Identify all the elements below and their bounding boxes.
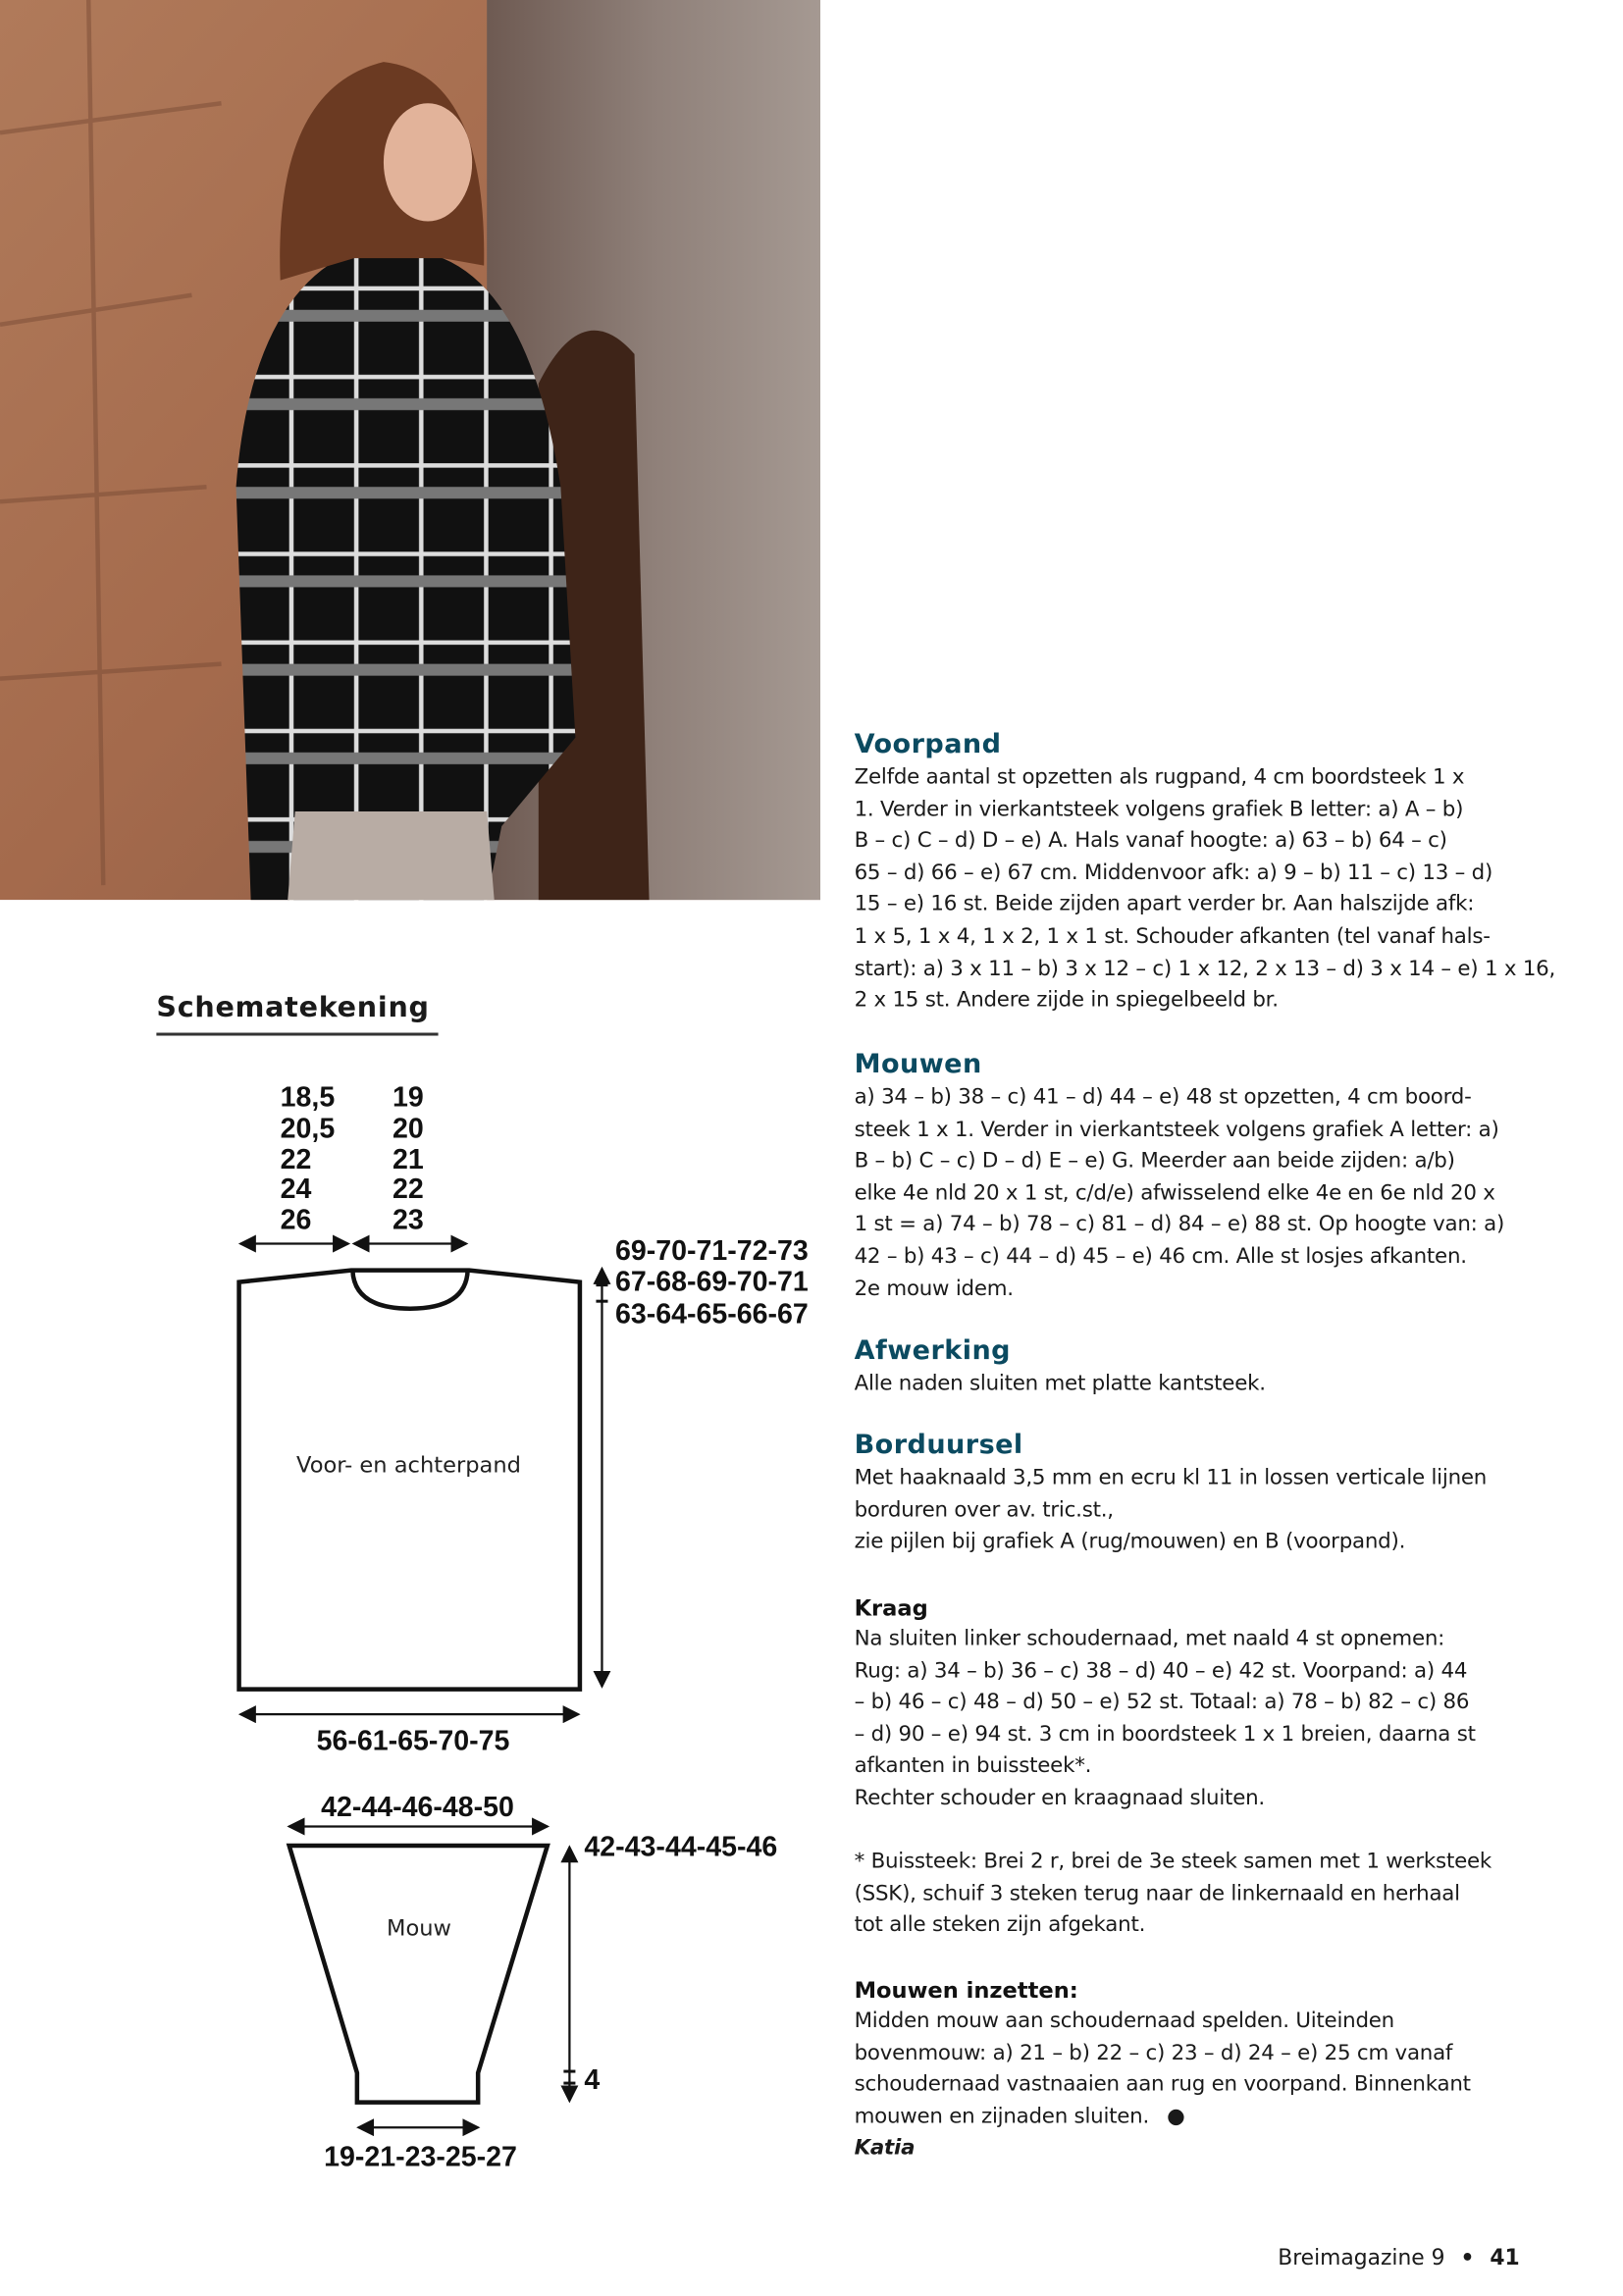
height-armhole-label: 63-64-65-66-67: [615, 1298, 809, 1331]
shoulder-width-labels: [281, 1082, 336, 1236]
page-number: 41: [1490, 2246, 1520, 2271]
section-mouwen: [855, 1048, 1548, 1306]
text-line: 2e mouw idem.: [854, 1277, 1014, 1301]
heading-mouwen: Mouwen: [854, 1049, 982, 1080]
text-line: Midden mouw aan schoudernaad spelden. Uiteinden: [854, 2009, 1394, 2033]
schema-title: Schematekening: [156, 991, 430, 1024]
text-line: – b) 46 – c) 48 – d) 50 – e) 52 st. Totaal: a) 78 – b) 82 – c) 86: [854, 1691, 1470, 1715]
text-line: B – b) C – c) D – d) E – e) G. Meerder aan beide zijden: a/b): [854, 1149, 1455, 1174]
dim-label: 22: [392, 1173, 424, 1205]
text-line: 15 – e) 16 st. Beide zijden apart verder br. Aan halszijde afk:: [854, 893, 1475, 917]
text-line: mouwen en zijnaden sluiten.: [854, 2105, 1150, 2129]
magazine-name: Breimagazine 9: [1278, 2246, 1445, 2271]
heading-kraag: Kraag: [854, 1594, 928, 1622]
dim-label: 20: [392, 1113, 424, 1145]
text-line: Met haaknaald 3,5 mm en ecru kl 11 in lossen verticale lijnen: [854, 1466, 1488, 1490]
text-line: Rechter schouder en kraagnaad sluiten.: [854, 1786, 1265, 1810]
text-line: 42 – b) 43 – c) 44 – d) 45 – e) 46 cm. Alle st losjes afkanten.: [854, 1244, 1467, 1270]
page-footer: [1278, 2247, 1519, 2270]
sleeve-label: Mouw: [387, 1915, 452, 1942]
dim-label: 23: [392, 1204, 424, 1236]
text-line: Na sluiten linker schoudernaad, met naald 4 st opnemen:: [854, 1627, 1445, 1651]
text-line: Rug: a) 34 – b) 36 – c) 38 – d) 40 – e) 42 st. Voorpand: a) 44: [854, 1658, 1468, 1683]
body-outline: [239, 1271, 580, 1690]
text-line: schoudernaad vastnaaien aan rug en voorpand. Binnenkant: [854, 2072, 1471, 2097]
dim-label: 18,5: [280, 1081, 336, 1114]
text-line: bovenmouw: a) 21 – b) 22 – c) 23 – d) 24 – e) 25 cm vanaf: [854, 2041, 1453, 2065]
footer-separator: •: [1460, 2246, 1475, 2271]
text-line: start): a) 3 x 11 – b) 3 x 12 – c) 1 x 12, 2 x 13 – d) 3 x 14 – e) 1 x 16,: [854, 957, 1556, 981]
section-borduursel: [855, 1428, 1548, 1558]
dim-label: 20,5: [280, 1113, 336, 1145]
dim-label: 22: [280, 1143, 312, 1175]
text-line: (SSK), schuif 3 steken terug naar de linkernaald en herhaal: [854, 1881, 1460, 1906]
schema-title-underline: [156, 1033, 438, 1035]
text-line: 1. Verder in vierkantsteek volgens grafiek B letter: a) A – b): [854, 797, 1464, 821]
heading-borduursel: Borduursel: [854, 1429, 1023, 1461]
neckline: [352, 1271, 467, 1309]
body-label: Voor- en achterpand: [296, 1452, 521, 1479]
schematic-diagram: [0, 1063, 826, 2199]
end-mark-icon: ●: [1167, 2105, 1185, 2129]
section-kraag: [855, 1592, 1548, 1815]
sleeve-top-label: 42-44-46-48-50: [321, 1791, 514, 1823]
dim-label: 24: [280, 1173, 312, 1205]
heading-afwerking: Afwerking: [854, 1334, 1011, 1367]
neck-width-labels: [393, 1082, 424, 1236]
section-footnote: [855, 1848, 1548, 1943]
text-line: * Buissteek: Brei 2 r, brei de 3e steek samen met 1 werksteek: [854, 1850, 1492, 1874]
section-afwerking: [855, 1333, 1548, 1401]
height-total-label: 69-70-71-72-73: [615, 1235, 809, 1268]
section-mouwen-inzetten: [855, 1974, 1548, 2166]
sleeve-length-label: 42-43-44-45-46: [584, 1831, 778, 1863]
text-line: afkanten in buissteek*.: [854, 1754, 1092, 1779]
text-line: borduren over av. tric.st.,: [854, 1498, 1114, 1523]
text-line: 1 x 5, 1 x 4, 1 x 2, 1 x 1 st. Schouder afkanten (tel vanaf hals-: [854, 924, 1491, 949]
heading-mouwen-inzetten: Mouwen inzetten:: [854, 1976, 1078, 2004]
body-width-label: 56-61-65-70-75: [316, 1725, 510, 1757]
text-line: 2 x 15 st. Andere zijde in spiegelbeeld br.: [854, 988, 1279, 1013]
text-line: elke 4e nld 20 x 1 st, c/d/e) afwisselend elke 4e en 6e nld 20 x: [854, 1181, 1495, 1206]
text-line: Alle naden sluiten met platte kantsteek.: [854, 1372, 1266, 1396]
dim-label: 21: [392, 1143, 424, 1175]
brand-credit: Katia: [854, 2136, 916, 2161]
text-line: Zelfde aantal st opzetten als rugpand, 4 cm boordsteek 1 x: [854, 765, 1465, 790]
text-line: – d) 90 – e) 94 st. 3 cm in boordsteek 1 x 1 breien, daarna st: [854, 1722, 1476, 1747]
text-line: a) 34 – b) 38 – c) 41 – d) 44 – e) 48 st opzetten, 4 cm boord-: [854, 1085, 1472, 1110]
text-line: 1 st = a) 74 – b) 78 – c) 81 – d) 84 – e) 88 st. Op hoogte van: a): [854, 1213, 1505, 1237]
heading-voorpand: Voorpand: [854, 728, 1002, 760]
text-line: steek 1 x 1. Verder in vierkantsteek volgens grafiek A letter: a): [854, 1118, 1499, 1142]
text-line: 65 – d) 66 – e) 67 cm. Middenvoor afk: a) 9 – b) 11 – c) 13 – d): [854, 861, 1493, 885]
text-line: zie pijlen bij grafiek A (rug/mouwen) en B (voorpand).: [854, 1530, 1406, 1554]
dim-label: 26: [280, 1204, 312, 1236]
photo-woman-plaid-sweater: [0, 0, 820, 900]
cuff-height-label: 4: [584, 2064, 601, 2097]
sleeve-bottom-label: 19-21-23-25-27: [324, 2141, 517, 2173]
dim-label: 19: [392, 1081, 424, 1114]
sleeve-outline: [289, 1846, 548, 2103]
height-shoulder-label: 67-68-69-70-71: [615, 1266, 809, 1298]
text-line: tot alle steken zijn afgekant.: [854, 1913, 1146, 1938]
section-voorpand: [854, 727, 1556, 1018]
text-line: B – c) C – d) D – e) A. Hals vanaf hoogte: a) 63 – b) 64 – c): [854, 829, 1447, 854]
